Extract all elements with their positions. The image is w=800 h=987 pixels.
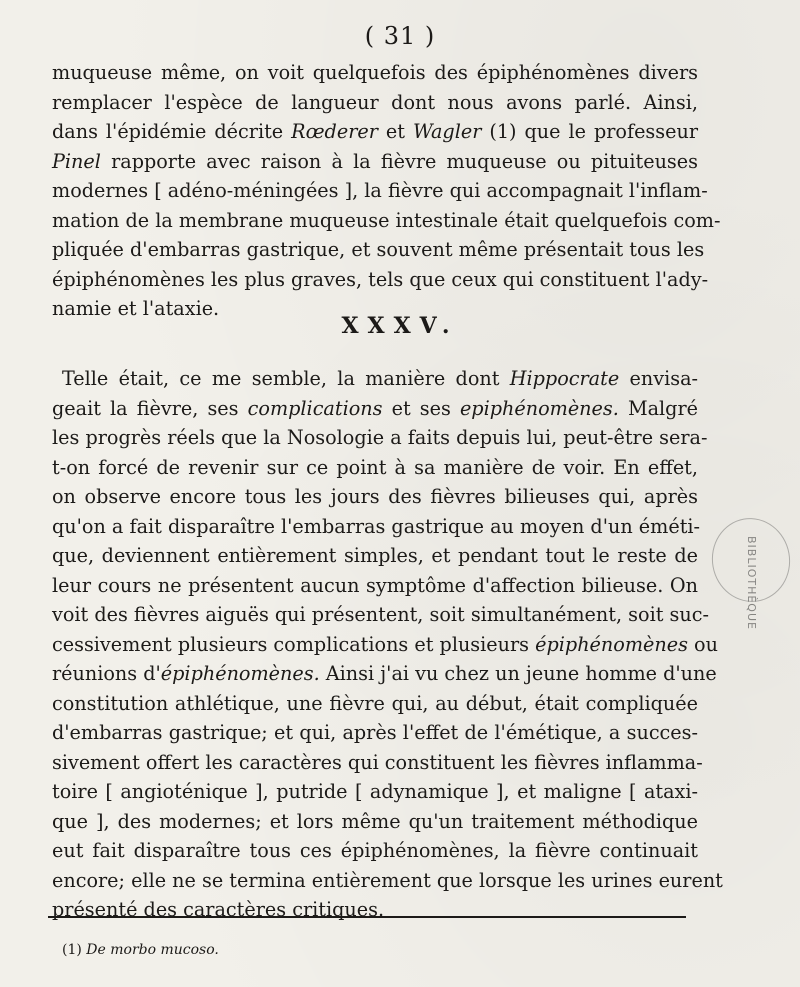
footnote-text: De morbo mucoso. xyxy=(86,942,219,958)
italic-term: Rœderer xyxy=(291,120,378,143)
text-line: les progrès réels que la Nosologie a faits depuis lui, peut-être sera- xyxy=(52,426,708,449)
paragraph-2 xyxy=(52,364,723,925)
footnote-marker: (1) xyxy=(62,942,82,958)
text-line: modernes [ adéno-méningées ], la fièvre qui accompagnait l'inflam- xyxy=(52,179,708,202)
text-line: on observe encore tous les jours des fièvres bilieuses qui, après xyxy=(52,485,698,508)
text-line: muqueuse même, on voit quelquefois des épiphénomènes divers xyxy=(52,61,698,84)
italic-term: epiphénomènes. xyxy=(459,396,619,420)
text-line: encore; elle ne se termina entièrement que lorsque les urines eurent xyxy=(52,868,723,892)
text-line: cessivement plusieurs complications et plusieurs épiphénomènes ou xyxy=(52,632,718,656)
footnote-divider xyxy=(48,916,686,918)
text-line: leur cours ne présentent aucun symptôme d'affection bilieuse. On xyxy=(52,573,698,597)
italic-term: Wagler xyxy=(412,120,482,143)
text-line: geait la fièvre, ses complications et ses epiphénomènes. Malgré xyxy=(52,396,698,420)
italic-term: Pinel xyxy=(52,149,101,173)
text-line: réunions d'épiphénomènes. Ainsi j'ai vu chez un jeune homme d'une xyxy=(52,662,717,685)
text-line: Telle était, ce me semble, la manière dont Hippocrate envisa- xyxy=(62,367,698,390)
text-line: namie et l'ataxie. xyxy=(52,297,220,320)
text-line: dans l'épidémie décrite Rœderer et Wagler (1) que le professeur xyxy=(52,120,699,143)
page-number: ( 31 ) xyxy=(364,22,436,50)
text-line: Pinel rapporte avec raison à la fièvre muqueuse ou pituiteuses xyxy=(52,149,698,173)
text-line: d'embarras gastrique; et qui, après l'effet de l'émétique, a succes- xyxy=(52,721,698,744)
italic-term: complications xyxy=(247,396,383,420)
library-stamp-text: BIBLIOTHÈQUE xyxy=(745,536,758,630)
text-line: qu'on a fait disparaître l'embarras gastrique au moyen d'un éméti- xyxy=(52,514,701,538)
text-line: épiphénomènes les plus graves, tels que ceux qui constituent l'ady- xyxy=(52,267,709,291)
text-line: sivement offert les caractères qui constituent les fièvres inflamma- xyxy=(52,750,703,774)
text-line: mation de la membrane muqueuse intestinale était quelquefois com- xyxy=(52,208,721,232)
text-line: que ], des modernes; et lors même qu'un traitement méthodique xyxy=(52,809,698,833)
italic-term: Hippocrate xyxy=(509,367,620,390)
italic-term: épiphénomènes. xyxy=(160,662,320,685)
text-line: eut fait disparaître tous ces épiphénomènes, la fièvre continuait xyxy=(52,839,698,862)
text-line: que, deviennent entièrement simples, et pendant tout le reste de xyxy=(52,544,698,567)
text-line: constitution athlétique, une fièvre qui, au début, était compliquée xyxy=(52,691,698,715)
text-line: remplacer l'espèce de langueur dont nous avons parlé. Ainsi, xyxy=(52,90,698,114)
text-line: présenté des caractères critiques. xyxy=(52,898,385,921)
text-line: pliquée d'embarras gastrique, et souvent même présentait tous les xyxy=(52,238,705,261)
text-line: t-on forcé de revenir sur ce point à sa manière de voir. En effet, xyxy=(52,455,698,479)
section-heading: XXXV. xyxy=(341,313,459,339)
footnote xyxy=(62,942,219,958)
text-line: voit des fièvres aiguës qui présentent, soit simultanément, soit suc- xyxy=(52,603,709,626)
text-line: toire [ angioténique ], putride [ adynamique ], et maligne [ ataxi- xyxy=(52,780,698,803)
italic-term: épiphénomènes xyxy=(535,632,688,656)
paragraph-1 xyxy=(52,58,721,324)
